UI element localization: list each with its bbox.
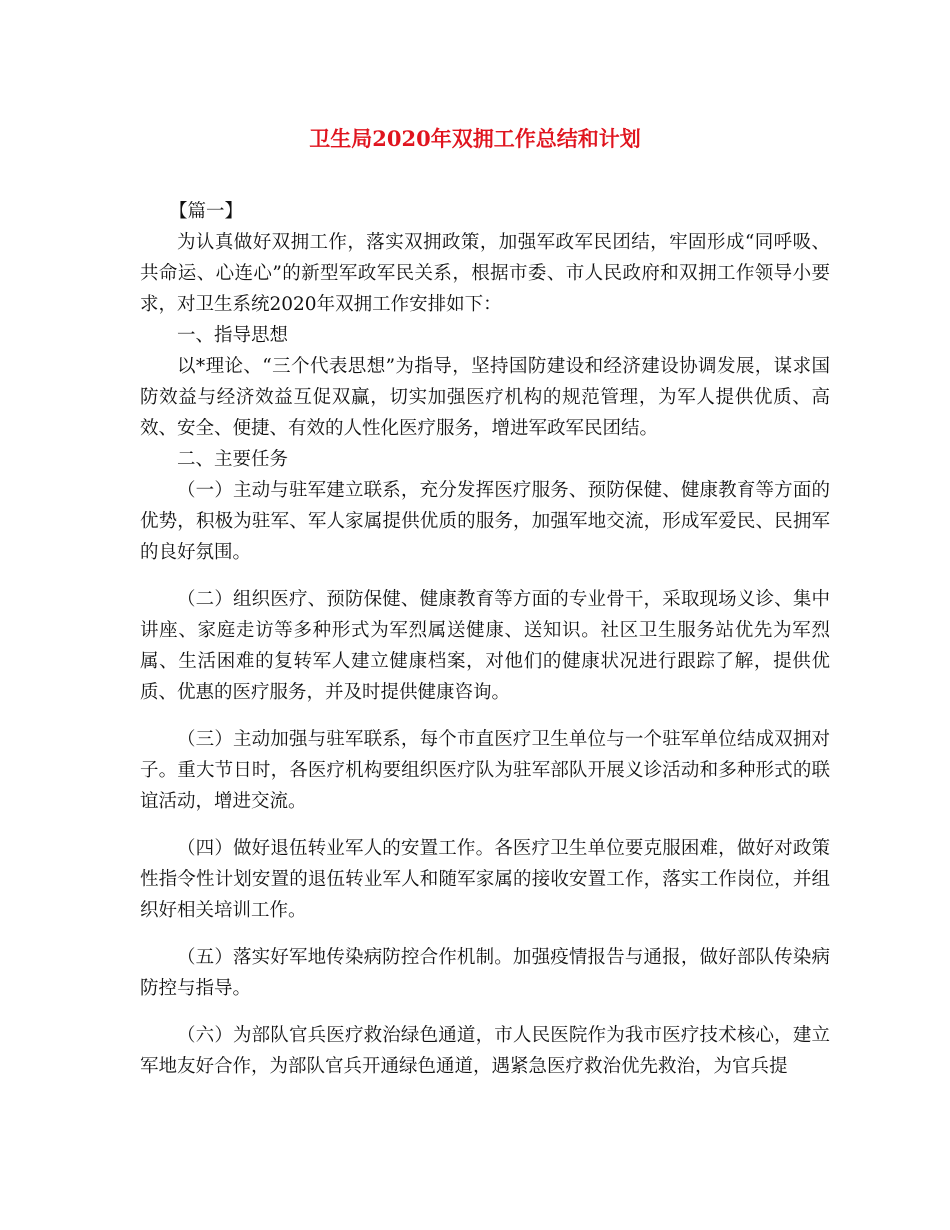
section-marker: 【篇一】 — [169, 201, 244, 222]
document-title: 卫生局2020年双拥工作总结和计划 — [309, 126, 641, 151]
guiding-paragraph: 以*理论、“三个代表思想”为指导，坚持国防建设和经济建设协调发展，谋求国防效益与经济效益互促双赢，切实加强医疗机构的规范管理，为军人提供优质、高效、安全、便捷、有效的人性化医疗服务，增进军政军民团结。 — [140, 356, 830, 439]
task-paragraph: （三）主动加强与驻军联系，每个市直医疗卫生单位与一个驻军单位结成双拥对子。重大节日时，各医疗机构要组织医疗队为驻军部队开展义诊活动和多种形式的联谊活动，增进交流。 — [140, 729, 830, 812]
intro-paragraph: 为认真做好双拥工作，落实双拥政策，加强军政军民团结，牢固形成“同呼吸、共命运、心连心”的新型军政军民关系，根据市委、市人民政府和双拥工作领导小要求，对卫生系统2020年双拥工作安排如下： — [140, 232, 830, 315]
task-paragraph: （二）组织医疗、预防保健、健康教育等方面的专业骨干，采取现场义诊、集中讲座、家庭走访等多种形式为军烈属送健康、送知识。社区卫生服务站优先为军烈属、生活困难的复转军人建立健康档案，对他们的健康状况进行跟踪了解，提供优质、优惠的医疗服务，并及时提供健康咨询。 — [140, 589, 830, 703]
heading-main-tasks: 二、主要任务 — [177, 449, 289, 470]
task-paragraph: （六）为部队官兵医疗救治绿色通道，市人民医院作为我市医疗技术核心，建立军地友好合作，为部队官兵开通绿色通道，遇紧急医疗救治优先救治，为官兵提 — [140, 1025, 830, 1077]
task-paragraph: （一）主动与驻军建立联系，充分发挥医疗服务、预防保健、健康教育等方面的优势，积极为驻军、军人家属提供优质的服务，加强军地交流，形成军爱民、民拥军的良好氛围。 — [140, 480, 830, 563]
task-paragraph: （四）做好退伍转业军人的安置工作。各医疗卫生单位要克服困难，做好对政策性指令性计划安置的退伍转业军人和随军家属的接收安置工作，落实工作岗位，并组织好相关培训工作。 — [140, 838, 830, 921]
heading-guiding-ideology: 一、指导思想 — [177, 325, 289, 346]
task-paragraph: （五）落实好军地传染病防控合作机制。加强疫情报告与通报，做好部队传染病防控与指导。 — [140, 947, 830, 999]
document-body — [140, 196, 830, 1082]
